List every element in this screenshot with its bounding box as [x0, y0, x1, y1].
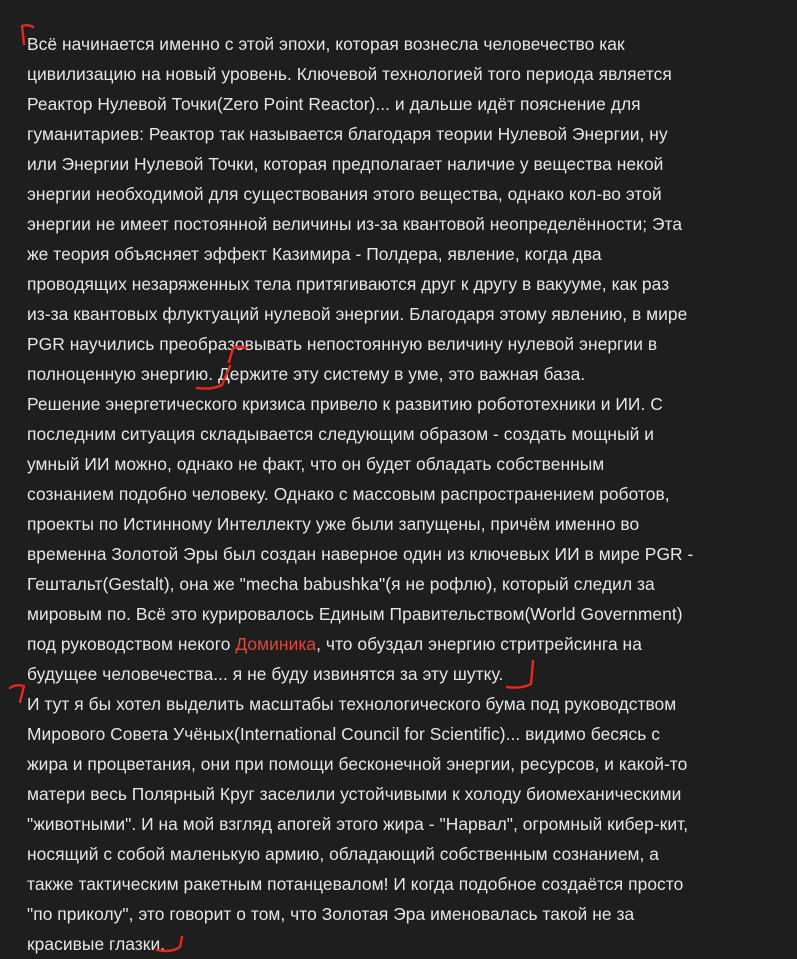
text-line: проводящих незаряженных тела притягиваются друг к другу в вакууме, как раз [27, 274, 670, 294]
text-line: временна Золотой Эры был создан наверное один из ключевых ИИ в мире PGR - [27, 544, 694, 564]
text-line: "по приколу", это говорит о том, что Золотая Эра именовалась такой не за [27, 904, 635, 924]
link-line [27, 629, 789, 659]
text-line: же теория объясняет эффект Казимира - Полдера, явление, когда два [27, 244, 602, 264]
link-line-after: , что обуздал энергию стритрейсинга на [316, 634, 642, 654]
text-line: Гештальт(Gestalt), она же "mecha babushka"(я не рофлю), который следил за [27, 574, 655, 594]
bracket-mark-para3-start [10, 685, 24, 702]
text-line: "животными". И на мой взгляд апогей этого жира - "Нарвал", огромный кибер-кит, [27, 814, 689, 834]
text-line: последним ситуация складывается следующим образом - создать мощный и [27, 424, 655, 444]
paragraph-1 [27, 29, 789, 389]
text-line: энергии не имеет постоянной величины из-за квантовой неопределённости; Эта [27, 214, 683, 234]
paragraph-3 [27, 689, 789, 959]
text-line: также тактическим ракетным потанцевалом! И когда подобное создаётся просто [27, 874, 684, 894]
dominic-link[interactable]: Доминика [235, 634, 317, 654]
text-line: сознанием подобно человеку. Однако с массовым распространением роботов, [27, 484, 670, 504]
text-line: И тут я бы хотел выделить масштабы технологического бума под руководством [27, 694, 677, 714]
text-line: энергии необходимой для существования этого вещества, однако кол-во этой [27, 184, 662, 204]
text-line: жира и процветания, они при помощи бесконечной энергии, ресурсов, и какой-то [27, 754, 688, 774]
text-line: Мирового Совета Учёных(International Council for Scientific)... видимо бесясь с [27, 724, 661, 744]
link-line-before: под руководством некого [27, 634, 236, 654]
paragraph-2 [27, 389, 789, 689]
text-line: Реактор Нулевой Точки(Zero Point Reactor)... и дальше идёт пояснение для [27, 94, 641, 114]
text-line: мировым по. Всё это курировалось Единым Правительством(World Government) [27, 604, 683, 624]
post-body [27, 29, 789, 959]
text-line: будущее человечества... я не буду извинятся за эту шутку. [27, 664, 504, 684]
text-line: Всё начинается именно с этой эпохи, которая вознесла человечество как [27, 34, 625, 54]
text-line: носящий с собой маленькую армию, обладающий собственным сознанием, а [27, 844, 660, 864]
text-line: гуманитариев: Реактор так называется благодаря теории Нулевой Энергии, ну [27, 124, 668, 144]
text-line: красивые глазки. [27, 934, 166, 954]
text-line: умный ИИ можно, однако не факт, что он будет обладать собственным [27, 454, 605, 474]
text-line: полноценную энергию. Держите эту систему в уме, это важная база. [27, 364, 586, 384]
text-line: проекты по Истинному Интеллекту уже были запущены, причём именно во [27, 514, 640, 534]
text-line: PGR научились преобразовывать непостоянную величину нулевой энергии в [27, 334, 658, 354]
text-line: матери весь Полярный Круг заселили устойчивыми к холоду биомеханическими [27, 784, 682, 804]
text-line: Решение энергетического кризиса привело к развитию робототехники и ИИ. С [27, 394, 663, 414]
text-line: или Энергии Нулевой Точки, которая предполагает наличие у вещества некой [27, 154, 664, 174]
text-line: из-за квантовых флуктуаций нулевой энергии. Благодаря этому явлению, в мире [27, 304, 688, 324]
text-line: цивилизацию на новый уровень. Ключевой технологией того периода является [27, 64, 672, 84]
